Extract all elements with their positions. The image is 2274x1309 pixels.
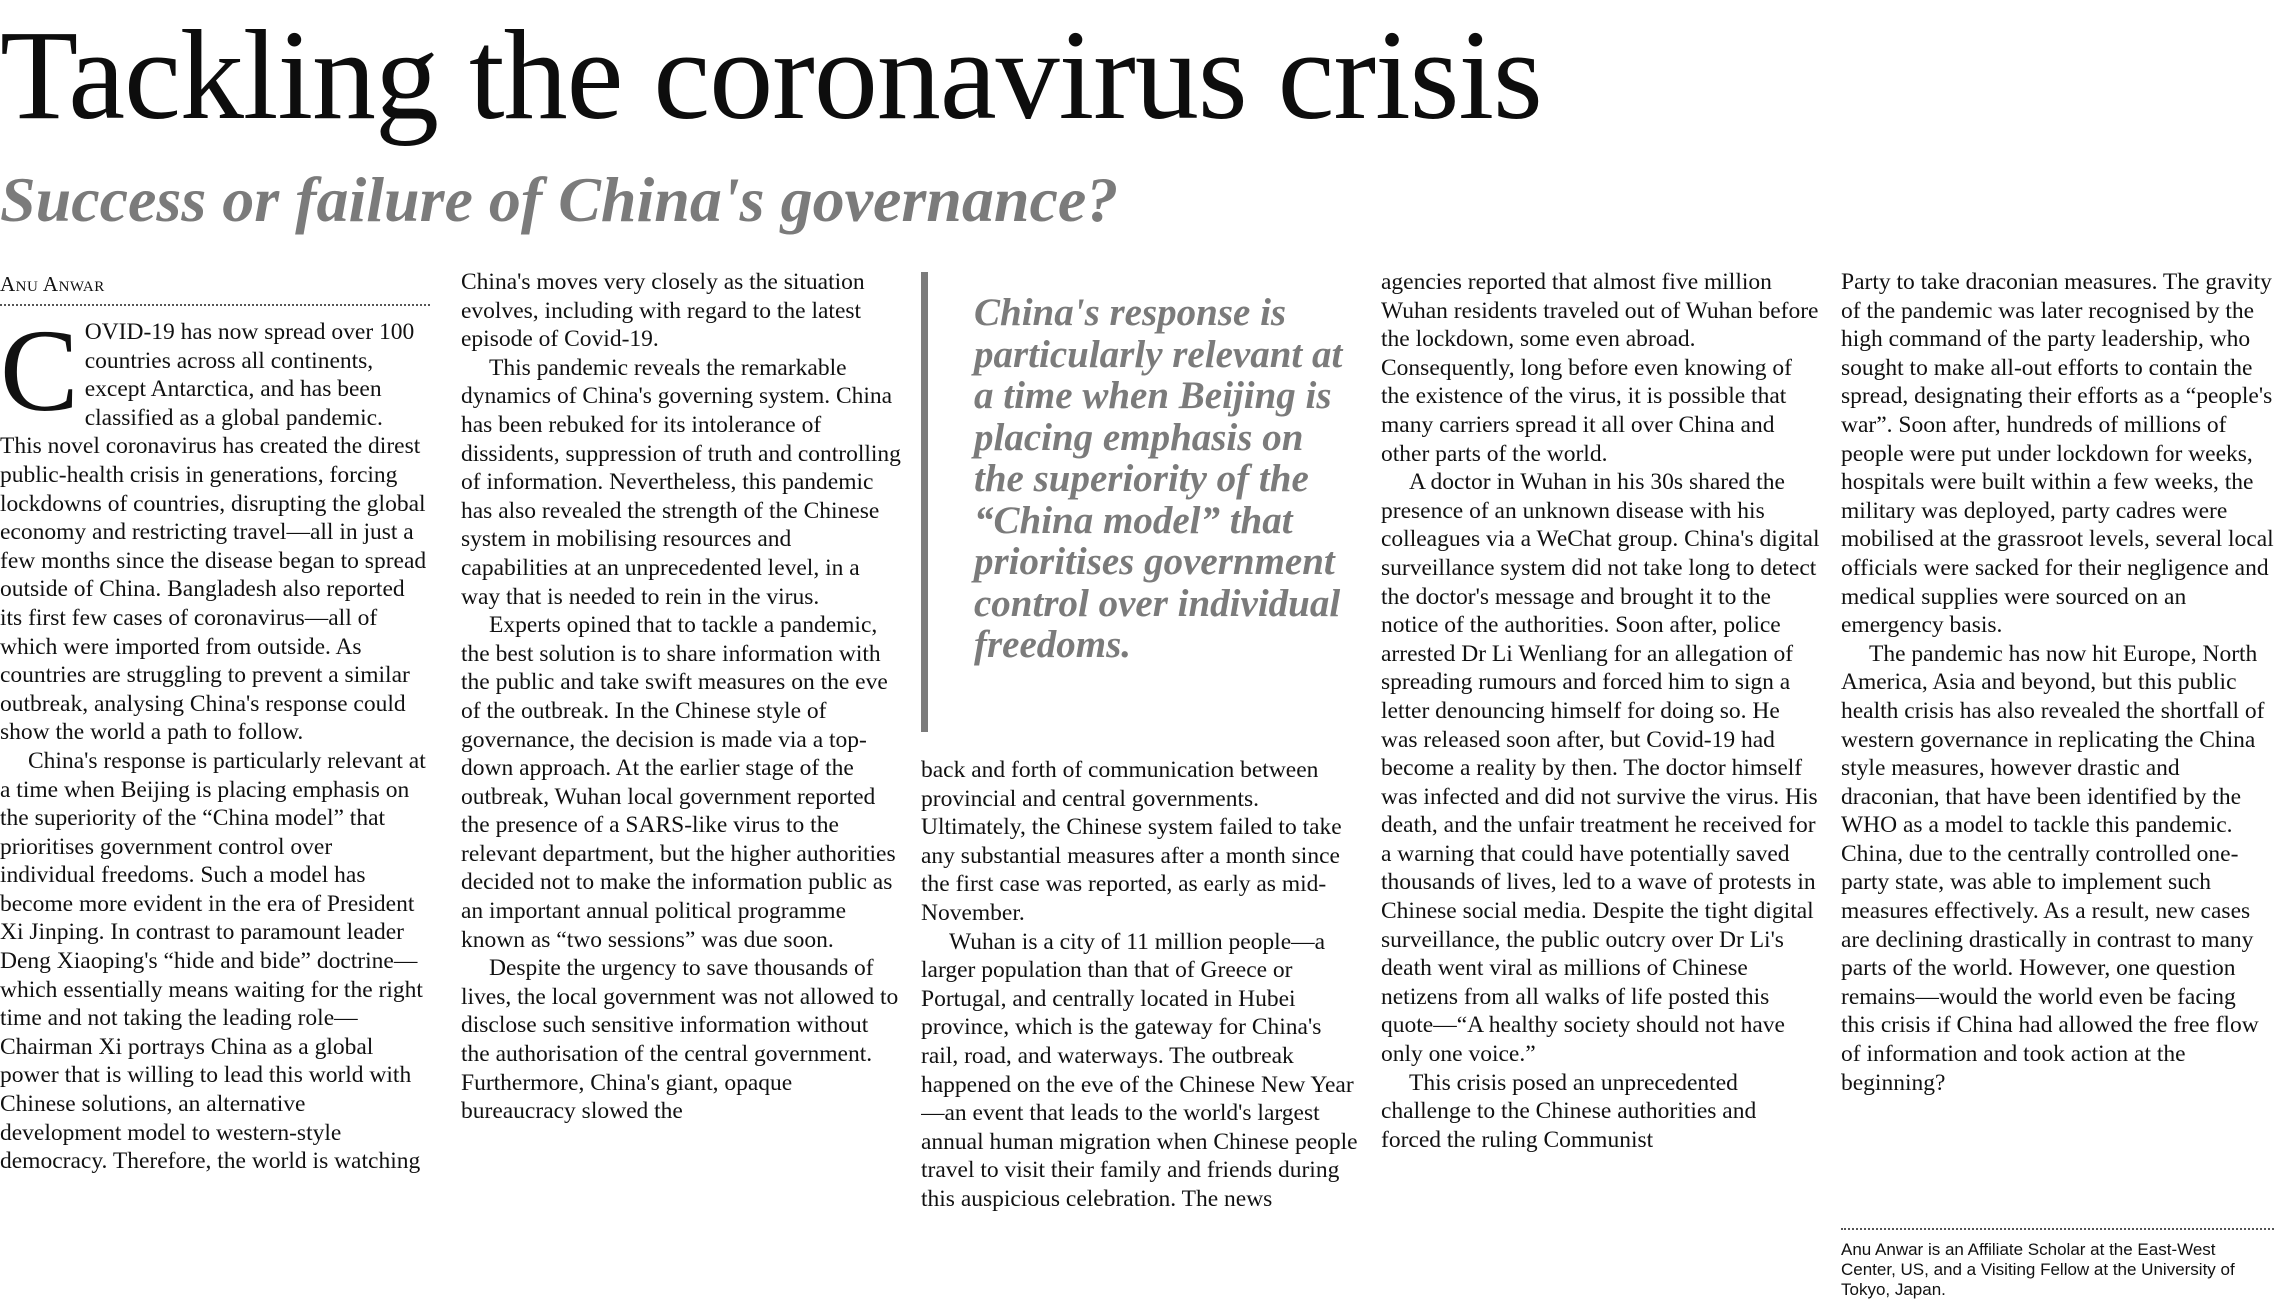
pull-quote-text: China's response is particularly relevant at a time when Beijing is placing emphasis on the superiority of the “China model” that prioritises government control over individual freedoms. <box>974 291 1343 666</box>
paragraph: agencies reported that almost five million Wuhan residents traveled out of Wuhan before the lockdown, some even abroad. Consequently, long before even knowing of the existence of the virus, it is possible that many carriers spread it all over China and other parts of the world. <box>1381 269 1819 467</box>
byline: Anu Anwar <box>0 270 430 306</box>
paragraph: This pandemic reveals the remarkable dynamics of China's governing system. China has been rebuked for its intolerance of dissidents, suppression of truth and controlling of information. Nevertheless, this pandemic has also revealed the strength of the Chinese system in mobilising resources and capabilities at an unprecedented level, in a way that is needed to rein in the virus. <box>461 354 901 610</box>
headline: Tackling the coronavirus crisis <box>0 4 1542 146</box>
paragraph: China's moves very closely as the situation evolves, including with regard to the latest episode of Covid-19. <box>461 269 865 353</box>
paragraph: A doctor in Wuhan in his 30s shared the presence of an unknown disease with his colleagues via a WeChat group. China's digital surveillance system did not take long to detect the doctor's message and brought it to the notice of the authorities. Soon after, police arrested Dr Li Wenliang for an allegation of spreading rumours and forced him to sign a letter denouncing himself for doing so. He was released soon after, but Covid-19 had become a reality by then. The doctor himself was infected and did not survive the virus. His death, and the unfair treatment he received for a warning that could have potentially saved thousands of lives, led to a wave of protests in Chinese social media. Despite the tight digital surveillance, the public outcry over Dr Li's death went viral as millions of Chinese netizens from all walks of life posted this quote—“A healthy society should not have only one voice.” <box>1381 469 1820 1068</box>
paragraph: COVID-19 has now spread over 100 countries across all continents, except Antarctica, and has been classified as a global pandemic. This novel coronavirus has created the direst public-health crisis in generations, forcing lockdowns of countries, disrupting the global economy and restricting travel—all in just a few months since the disease began to spread outside of China. Bangladesh also reported its first few cases of coronavirus—all of which were imported from outside. As countries are struggling to prevent a similar outbreak, analysing China's response could show the world a path to follow. <box>0 318 427 746</box>
paragraph: China's response is particularly relevant at a time when Beijing is placing emphasis on the superiority of the “China model” that prioritises government control over individual freedoms. Such a model has become more evident in the era of President Xi Jinping. In contrast to paramount leader Deng Xiaoping's “hide and bide” doctrine—which essentially means waiting for the right time and not taking the leading role—Chairman Xi portrays China as a global power that is willing to lead this world with Chinese solutions, an alternative development model to western-style democracy. Therefore, the world is watching <box>0 747 426 1175</box>
column-2 <box>461 268 901 1308</box>
pull-quote <box>921 272 1341 732</box>
column-4 <box>1381 268 1821 1308</box>
paragraph: Party to take draconian measures. The gravity of the pandemic was later recognised by the high command of the party leadership, who sought to make all-out efforts to contain the spread, designating their efforts as a “people's war”. Soon after, hundreds of millions of people were put under lockdown for weeks, hospitals were built within a few weeks, the military was deployed, party cadres were mobilised at the grassroot levels, several local officials were sacked for their negligence and medical supplies were sourced on an emergency basis. <box>1841 269 2274 639</box>
paragraph: Experts opined that to tackle a pandemic, the best solution is to share information with the public and take swift measures on the eve of the outbreak. In the Chinese style of governance, the decision is made via a top-down approach. At the earlier stage of the outbreak, Wuhan local government reported the presence of a SARS-like virus to the relevant department, but the higher authorities decided not to make the information public as an important annual political programme known as “two sessions” was due soon. <box>461 612 896 953</box>
bio-divider <box>1841 1228 2274 1230</box>
column-1 <box>0 318 430 1308</box>
author-bio: Anu Anwar is an Affiliate Scholar at the East-West Center, US, and a Visiting Fellow at the University of Tokyo, Japan. <box>1841 1240 2235 1299</box>
subheadline: Success or failure of China's governance? <box>0 164 1119 235</box>
drop-cap: C <box>0 318 79 436</box>
paragraph: This crisis posed an unprecedented challenge to the Chinese authorities and forced the ruling Communist <box>1381 1069 1757 1153</box>
column-3 <box>921 756 1361 1308</box>
column-5 <box>1841 268 2274 1218</box>
paragraph: Wuhan is a city of 11 million people—a larger population than that of Greece or Portugal, and centrally located in Hubei province, which is the gateway for China's rail, road, and waterways. The outbreak happened on the eve of the Chinese New Year—an event that leads to the world's largest annual human migration when Chinese people travel to visit their family and friends during this auspicious celebration. The news <box>921 928 1358 1212</box>
paragraph: back and forth of communication between provincial and central governments. Ultimately, the Chinese system failed to take any substantial measures after a month since the first case was reported, as early as mid-November. <box>921 757 1342 926</box>
paragraph: Despite the urgency to save thousands of lives, the local government was not allowed to disclose such sensitive information without the authorisation of the central government. Furthermore, China's giant, opaque bureaucracy slowed the <box>461 955 899 1125</box>
paragraph: The pandemic has now hit Europe, North America, Asia and beyond, but this public health crisis has also revealed the shortfall of western governance in replicating the China style measures, however drastic and draconian, that have been identified by the WHO as a model to tackle this pandemic. China, due to the centrally controlled one-party state, was able to implement such measures effectively. As a result, new cases are declining drastically in contrast to many parts of the world. However, one question remains—would the world even be facing this crisis if China had allowed the free flow of information and took action at the beginning? <box>1841 640 2265 1096</box>
